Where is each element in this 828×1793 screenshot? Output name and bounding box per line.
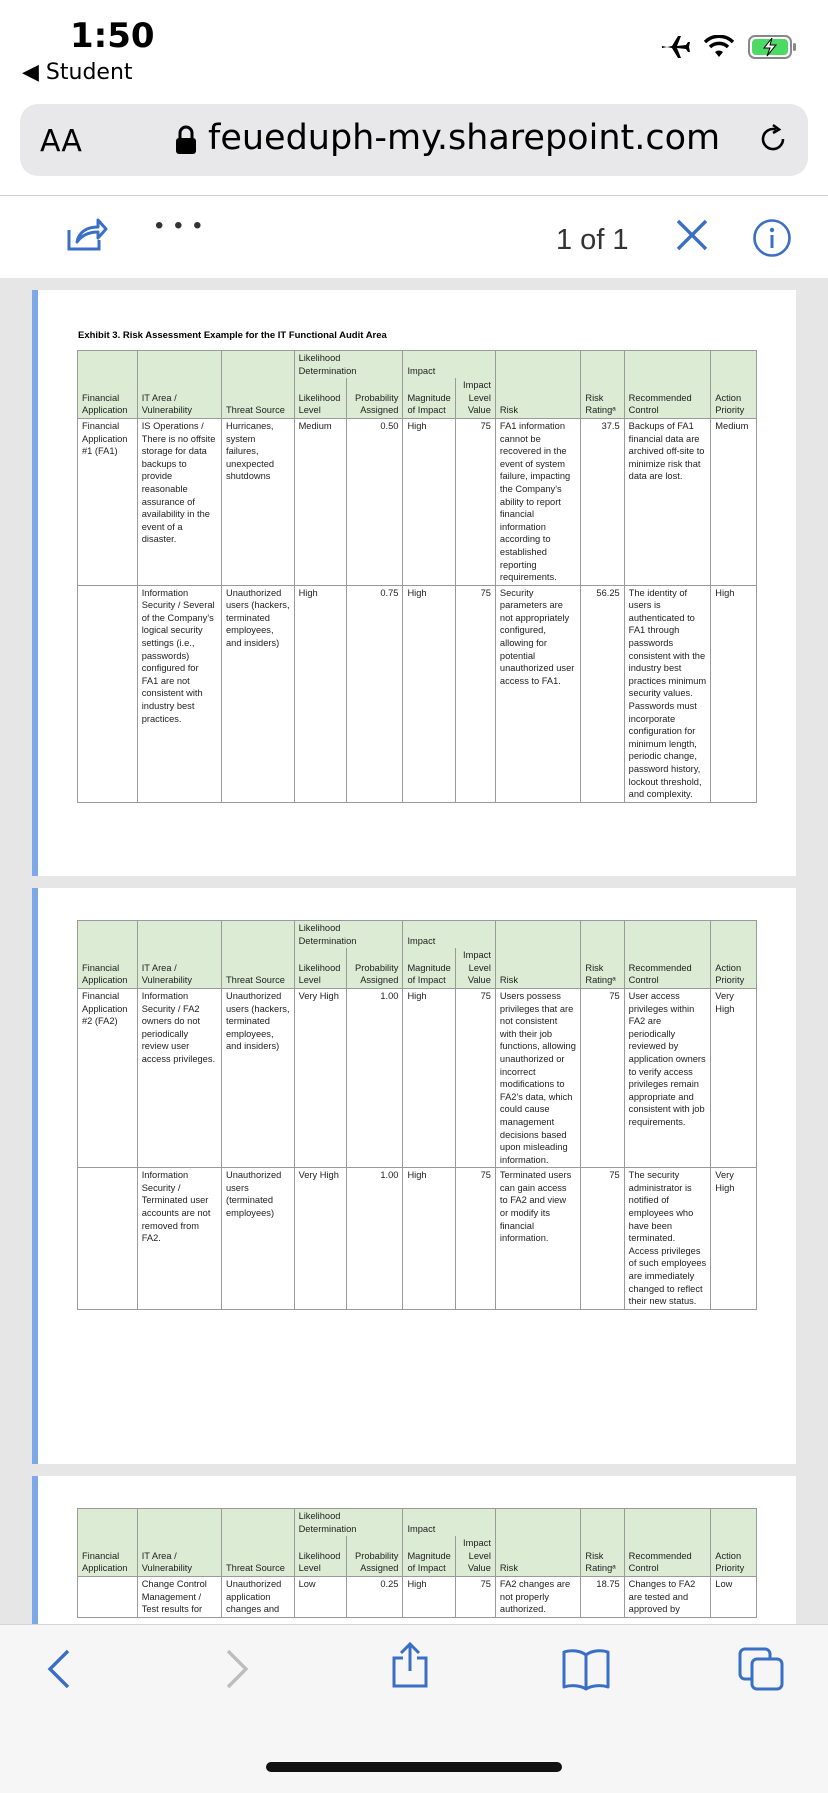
table-header-row bbox=[78, 1536, 757, 1576]
header-magnitude: Magnitude of Impact bbox=[403, 1536, 456, 1576]
table-header-row bbox=[78, 1509, 757, 1537]
cell-rating: 37.5 bbox=[581, 418, 624, 585]
cell-risk: Terminated users can gain access to FA2 and view or modify its financial information. bbox=[495, 1168, 580, 1310]
cell-rating: 75 bbox=[581, 1168, 624, 1310]
cell-level: Very High bbox=[294, 988, 347, 1167]
clock: 1:50 bbox=[70, 16, 155, 56]
cell-priority: High bbox=[711, 585, 757, 802]
header-risk: Risk bbox=[495, 1536, 580, 1576]
header-risk: Risk bbox=[495, 948, 580, 988]
header-control: Recommended Control bbox=[624, 378, 711, 418]
risk-table bbox=[77, 1508, 757, 1618]
share-icon[interactable] bbox=[66, 216, 108, 252]
cell-priority: Very High bbox=[711, 988, 757, 1167]
header-impact-value: Impact Level Value bbox=[456, 378, 496, 418]
reload-icon[interactable] bbox=[756, 122, 790, 156]
header-cell bbox=[78, 921, 138, 949]
header-cell bbox=[78, 351, 138, 379]
header-it-area: IT Area / Vulnerability bbox=[137, 948, 221, 988]
header-cell bbox=[137, 351, 221, 379]
cell-threat: Hurricanes, system failures, unexpected shutdowns bbox=[221, 418, 294, 585]
header-financial-application: Financial Application bbox=[78, 1536, 138, 1576]
lock-icon bbox=[174, 124, 198, 156]
url-domain[interactable]: feueduph-my.sharepoint.com bbox=[208, 118, 721, 158]
header-group-impact: Impact bbox=[403, 351, 495, 379]
cell-threat: Unauthorized users (hackers, terminated employees, and insiders) bbox=[221, 988, 294, 1167]
header-priority: Action Priority bbox=[711, 378, 757, 418]
header-impact-value: Impact Level Value bbox=[456, 1536, 496, 1576]
cell-mag: High bbox=[403, 418, 456, 585]
address-bar[interactable] bbox=[20, 104, 808, 176]
table-row bbox=[78, 418, 757, 585]
cell-level: Medium bbox=[294, 418, 347, 585]
cell-prob: 1.00 bbox=[347, 988, 403, 1167]
header-cell bbox=[624, 1509, 711, 1537]
header-impact-value: Impact Level Value bbox=[456, 948, 496, 988]
header-cell bbox=[711, 1509, 757, 1537]
cell-control: The security administrator is notified of employees who have been terminated. Access privileges of such employees are immediately changed to reflect their new status. bbox=[624, 1168, 711, 1310]
table-header-row bbox=[78, 378, 757, 418]
header-magnitude: Magnitude of Impact bbox=[403, 378, 456, 418]
table-row bbox=[78, 988, 757, 1167]
cell-app bbox=[78, 1576, 138, 1617]
table-header-row bbox=[78, 948, 757, 988]
cell-level: Low bbox=[294, 1576, 347, 1617]
cell-risk: Security parameters are not appropriately configured, allowing for potential unauthorized user access to FA1. bbox=[495, 585, 580, 802]
header-probability: Probability Assigned bbox=[347, 1536, 403, 1576]
header-cell bbox=[624, 921, 711, 949]
table-row bbox=[78, 585, 757, 802]
table-header-row bbox=[78, 921, 757, 949]
cell-prob: 1.00 bbox=[347, 1168, 403, 1310]
pdf-viewer[interactable] bbox=[0, 278, 828, 1624]
cell-threat: Unauthorized users (terminated employees) bbox=[221, 1168, 294, 1310]
risk-table bbox=[77, 350, 757, 803]
table-header-row bbox=[78, 351, 757, 379]
cell-priority: Medium bbox=[711, 418, 757, 585]
pdf-page bbox=[32, 290, 796, 876]
header-priority: Action Priority bbox=[711, 1536, 757, 1576]
header-threat-source: Threat Source bbox=[221, 948, 294, 988]
header-cell bbox=[581, 351, 624, 379]
cell-value: 75 bbox=[456, 418, 496, 585]
header-cell bbox=[137, 921, 221, 949]
header-group-likelihood: Likelihood Determination bbox=[294, 351, 403, 379]
cell-area: Information Security / Terminated user accounts are not removed from FA2. bbox=[137, 1168, 221, 1310]
header-cell bbox=[137, 1509, 221, 1537]
header-cell bbox=[581, 921, 624, 949]
cell-area: Change Control Management / Test results for bbox=[137, 1576, 221, 1617]
cell-control: User access privileges within FA2 are periodically reviewed by application owners to verify access privileges remain appropriate and consistent with job requirements. bbox=[624, 988, 711, 1167]
header-group-likelihood: Likelihood Determination bbox=[294, 921, 403, 949]
header-risk-rating: Risk Ratingᵃ bbox=[581, 1536, 624, 1576]
cell-control: Changes to FA2 are tested and approved by bbox=[624, 1576, 711, 1617]
header-cell bbox=[624, 351, 711, 379]
header-control: Recommended Control bbox=[624, 1536, 711, 1576]
cell-control: The identity of users is authenticated to FA1 through passwords consistent with the industry best practices minimum security values. Passwords must incorporate configuration for minimum length, periodic change, password history, lockout threshold, and complexity. bbox=[624, 585, 711, 802]
header-risk: Risk bbox=[495, 378, 580, 418]
header-likelihood-level: Likelihood Level bbox=[294, 948, 347, 988]
header-cell bbox=[581, 1509, 624, 1537]
cell-level: Very High bbox=[294, 1168, 347, 1310]
cell-value: 75 bbox=[456, 585, 496, 802]
header-group-likelihood: Likelihood Determination bbox=[294, 1509, 403, 1537]
header-group-impact: Impact bbox=[403, 1509, 495, 1537]
viewer-toolbar bbox=[0, 196, 828, 278]
header-it-area: IT Area / Vulnerability bbox=[137, 1536, 221, 1576]
header-cell bbox=[221, 351, 294, 379]
back-app-label: Student bbox=[45, 60, 133, 85]
cell-mag: High bbox=[403, 988, 456, 1167]
cell-prob: 0.75 bbox=[347, 585, 403, 802]
header-cell bbox=[221, 1509, 294, 1537]
battery-charging-icon bbox=[748, 34, 798, 60]
header-probability: Probability Assigned bbox=[347, 948, 403, 988]
header-group-impact: Impact bbox=[403, 921, 495, 949]
header-probability: Probability Assigned bbox=[347, 378, 403, 418]
header-cell bbox=[711, 351, 757, 379]
pdf-page bbox=[32, 888, 796, 1464]
cell-rating: 18.75 bbox=[581, 1576, 624, 1617]
cell-value: 75 bbox=[456, 1168, 496, 1310]
risk-table bbox=[77, 920, 757, 1310]
home-indicator[interactable] bbox=[266, 1762, 562, 1772]
cell-area: Information Security / Several of the Company's logical security settings (i.e., passwords) configured for FA1 are not consistent with industry best practices. bbox=[137, 585, 221, 802]
header-risk-rating: Risk Ratingᵃ bbox=[581, 378, 624, 418]
header-threat-source: Threat Source bbox=[221, 378, 294, 418]
wifi-icon bbox=[704, 35, 734, 59]
cell-prob: 0.25 bbox=[347, 1576, 403, 1617]
text-size-button[interactable]: AA bbox=[40, 124, 82, 159]
cell-threat: Unauthorized application changes and bbox=[221, 1576, 294, 1617]
cell-prob: 0.50 bbox=[347, 418, 403, 585]
header-cell bbox=[495, 351, 580, 379]
table-row bbox=[78, 1576, 757, 1617]
info-icon[interactable] bbox=[752, 218, 792, 258]
cell-risk: FA2 changes are not properly authorized. bbox=[495, 1576, 580, 1617]
tabs-icon[interactable] bbox=[738, 1647, 786, 1691]
cell-area: IS Operations / There is no offsite storage for data backups to provide reasonable assurance of availability in the event of a disaster. bbox=[137, 418, 221, 585]
cell-risk: FA1 information cannot be recovered in the event of system failure, impacting the Company's ability to report financial information according to established reporting requirements. bbox=[495, 418, 580, 585]
close-icon[interactable] bbox=[675, 218, 709, 252]
header-it-area: IT Area / Vulnerability bbox=[137, 378, 221, 418]
back-triangle-icon: ◀︎ bbox=[22, 60, 46, 85]
cell-risk: Users possess privileges that are not consistent with their job functions, allowing unauthorized or incorrect modifications to FA2's data, which could cause management decisions based upon misleading information. bbox=[495, 988, 580, 1167]
airplane-icon bbox=[660, 34, 690, 60]
header-priority: Action Priority bbox=[711, 948, 757, 988]
cell-control: Backups of FA1 financial data are archived off-site to minimize risk that data are lost. bbox=[624, 418, 711, 585]
header-threat-source: Threat Source bbox=[221, 1536, 294, 1576]
cell-rating: 56.25 bbox=[581, 585, 624, 802]
cell-value: 75 bbox=[456, 1576, 496, 1617]
header-control: Recommended Control bbox=[624, 948, 711, 988]
header-cell bbox=[221, 921, 294, 949]
cell-area: Information Security / FA2 owners do not periodically review user access privileges. bbox=[137, 988, 221, 1167]
header-cell bbox=[495, 1509, 580, 1537]
cell-app bbox=[78, 1168, 138, 1310]
status-bar bbox=[0, 0, 828, 96]
header-financial-application: Financial Application bbox=[78, 378, 138, 418]
cell-level: High bbox=[294, 585, 347, 802]
share-icon[interactable] bbox=[390, 1641, 430, 1689]
cell-app: Financial Application #1 (FA1) bbox=[78, 418, 138, 585]
header-likelihood-level: Likelihood Level bbox=[294, 1536, 347, 1576]
header-cell bbox=[78, 1509, 138, 1537]
cell-mag: High bbox=[403, 585, 456, 802]
cell-rating: 75 bbox=[581, 988, 624, 1167]
header-magnitude: Magnitude of Impact bbox=[403, 948, 456, 988]
cell-mag: High bbox=[403, 1576, 456, 1617]
exhibit-title: Exhibit 3. Risk Assessment Example for the IT Functional Audit Area bbox=[78, 330, 387, 341]
status-icons bbox=[660, 34, 798, 60]
header-cell bbox=[711, 921, 757, 949]
back-chevron-icon[interactable] bbox=[44, 1647, 74, 1691]
more-options-button[interactable]: • • • bbox=[155, 212, 204, 239]
header-risk-rating: Risk Ratingᵃ bbox=[581, 948, 624, 988]
header-cell bbox=[495, 921, 580, 949]
pdf-page bbox=[32, 1476, 796, 1624]
cell-value: 75 bbox=[456, 988, 496, 1167]
cell-mag: High bbox=[403, 1168, 456, 1310]
cell-threat: Unauthorized users (hackers, terminated employees, and insiders) bbox=[221, 585, 294, 802]
forward-chevron-icon[interactable] bbox=[222, 1647, 252, 1691]
header-financial-application: Financial Application bbox=[78, 948, 138, 988]
cell-app: Financial Application #2 (FA2) bbox=[78, 988, 138, 1167]
table-row bbox=[78, 1168, 757, 1310]
cell-priority: Low bbox=[711, 1576, 757, 1617]
cell-priority: Very High bbox=[711, 1168, 757, 1310]
header-likelihood-level: Likelihood Level bbox=[294, 378, 347, 418]
bookmarks-icon[interactable] bbox=[562, 1647, 610, 1691]
page-counter: 1 of 1 bbox=[556, 224, 629, 256]
cell-app bbox=[78, 585, 138, 802]
back-to-app-button[interactable] bbox=[22, 60, 133, 85]
